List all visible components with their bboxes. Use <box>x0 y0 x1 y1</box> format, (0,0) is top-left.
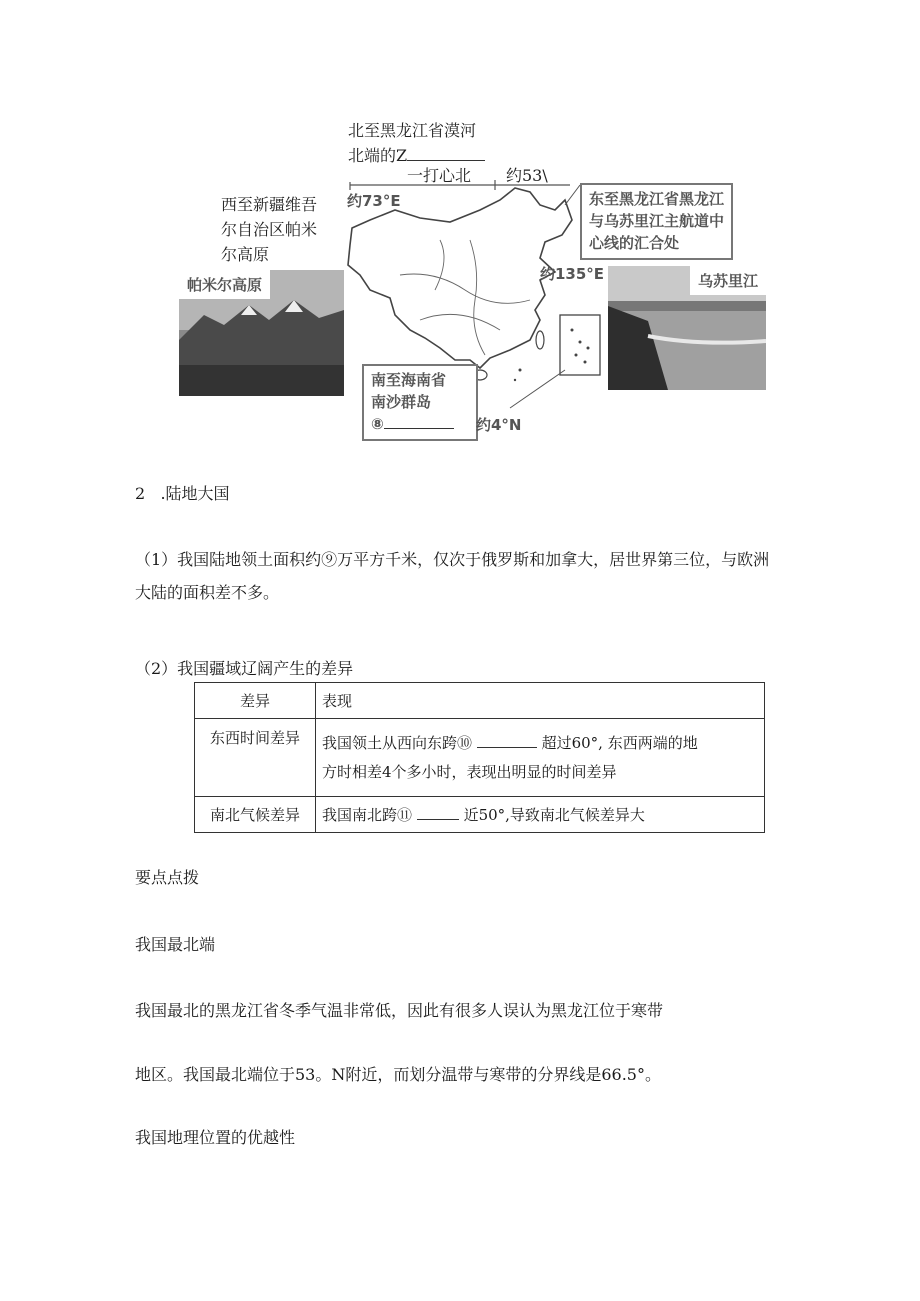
pamir-caption: 帕米尔高原 <box>179 270 270 299</box>
table-row <box>195 797 765 833</box>
table-row <box>195 719 765 797</box>
north-lat: 约53\ <box>506 166 548 185</box>
west-lon: 约73°E <box>347 192 401 210</box>
tips-heading: 要点点拨 <box>135 868 200 887</box>
wusuli-caption: 乌苏里江 <box>690 266 766 295</box>
east-label: 东至黑龙江省黑龙江 与乌苏里江主航道中 心线的汇合处 <box>580 183 733 260</box>
tips-paragraph-2: 地区。我国最北端位于53。N附近，而划分温带与寒带的分界线是66.5°。 <box>135 1065 661 1084</box>
tips-subheading-advantage: 我国地理位置的优越性 <box>135 1128 296 1147</box>
table-row-label: 南北气候差异 <box>195 797 316 833</box>
east-lon: 约135°E <box>540 265 605 283</box>
north-label: 北至黑龙江省漠河 北端的Z <box>348 119 485 169</box>
wusuli-photo <box>608 266 766 390</box>
map-figure <box>0 0 920 460</box>
north-blank <box>407 146 485 161</box>
section-heading: 2 .陆地大国 <box>135 484 230 503</box>
tips-subheading-north: 我国最北端 <box>135 935 216 954</box>
south-blank <box>384 414 454 429</box>
difference-table <box>194 682 765 833</box>
table-cell: 我国南北跨⑪ 近50°,导致南北气候差异大 <box>316 797 765 833</box>
blank-11 <box>417 805 459 820</box>
table-header-cell: 表现 <box>316 683 765 719</box>
table-cell: 我国领土从西向东跨⑩ 超过60°, 东西两端的地 方时相差4个多小时，表现出明显的时间差异 <box>316 719 765 797</box>
table-row <box>195 683 765 719</box>
tips-paragraph-1: 我国最北的黑龙江省冬季气温非常低，因此有很多人误认为黑龙江位于寒带 <box>135 1001 664 1020</box>
south-lat: 约4°N <box>476 416 522 434</box>
south-label: 南至海南省 南沙群岛 ⑧ <box>362 364 478 441</box>
paragraph-area: （1）我国陆地领土面积约⑨万平方千米，仅次于俄罗斯和加拿大，居世界第三位，与欧洲大陆的面积差不多。 <box>135 550 770 602</box>
table-header-cell: 差异 <box>195 683 316 719</box>
pamir-photo <box>179 270 344 396</box>
table-row-label: 东西时间差异 <box>195 719 316 797</box>
paragraph-diff: （2）我国疆域辽阔产生的差异 <box>135 659 354 678</box>
west-label: 西至新疆维吾 尔自治区帕米 尔高原 <box>221 195 318 264</box>
blank-10 <box>477 733 537 748</box>
north-answer: 一打心北 <box>407 166 472 185</box>
